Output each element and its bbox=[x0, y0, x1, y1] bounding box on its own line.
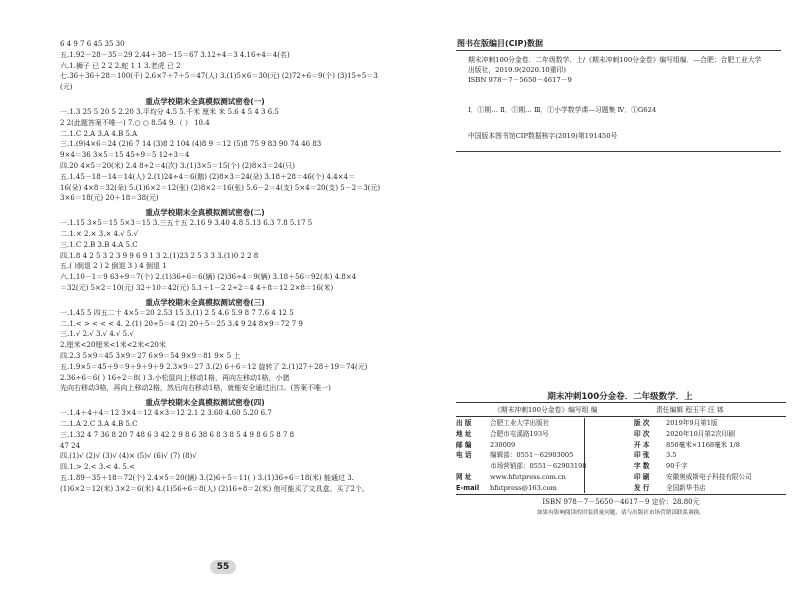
imprint-label: 版 次 bbox=[634, 419, 650, 427]
answer-line: 三.1.C 2.B 3.B 4.A 5.C bbox=[60, 240, 138, 249]
answer-line: 五.1.89－35＋18＝72(个) 2.4×5＝20(辆) 3.(2)6＋5＝11( ) 3.(1)36÷6＝18(米) 能通过 3. bbox=[60, 474, 354, 482]
imprint-label: 出 版 bbox=[456, 419, 472, 427]
answer-line: 二.1.A 2.C 3.A 4.B 5.C bbox=[60, 420, 138, 428]
answer-line: 2.36÷6＝6( ) 16÷2＝8( ) 3.小松鼠向上移动1格，再向左移动1格，小猪 bbox=[60, 373, 290, 382]
imprint-row bbox=[456, 483, 786, 494]
cip-record-number: 中国版本图书馆CIP数据核字(2019)第191450号 bbox=[468, 132, 618, 140]
answer-line: 四.2.3 5×9＝45 3×9＝27 6×9＝54 9×9＝81 9× 5 上 bbox=[60, 352, 241, 360]
answer-line: 二.1.C 2.A 3.A 4.B 5.A bbox=[60, 129, 138, 138]
imprint-rule bbox=[456, 494, 786, 495]
imprint-value: 3.5 bbox=[666, 451, 677, 460]
answer-line: 四.20 4×5＝20(米) 2.4 8÷2＝4(次) 3.(1)3×5＝15(个) (2)8×3＝24(只) bbox=[60, 162, 296, 170]
answer-line: 四.(1)√ (2)√ (3)√ (4)× (5)√ (6)√ (7) (8)√ bbox=[60, 452, 197, 461]
imprint-label: 电 话 bbox=[456, 451, 472, 460]
answer-line: 四.1.> 2.< 3.< 4. 5.< bbox=[60, 463, 135, 472]
imprint-label: 印 次 bbox=[634, 429, 650, 438]
imprint-value: 90千字 bbox=[666, 462, 688, 471]
imprint-rule bbox=[456, 402, 786, 403]
answer-line: 一.1.15 3×5＝15 5×3＝15 3.三五十五 2.16 9 3.40 4.8 5.13 6.3 7.8 5.17 5 bbox=[60, 219, 313, 228]
imprint-value: 合肥工业大学出版社 bbox=[490, 419, 550, 427]
answer-line: (元) bbox=[60, 83, 73, 92]
imprint-value: 2019年9月第1版 bbox=[666, 419, 718, 427]
answer-line: 五.( )倒退 2 ) 2 倒退 3 ) 4 倒退 1 bbox=[60, 262, 167, 271]
answer-line: 六.1.狮子 已 2 2 2.蛇 1 1 3.老虎 已 2 bbox=[60, 61, 181, 70]
imprint-editor: 《期末冲刺100分金卷》编写组 编 bbox=[494, 406, 598, 414]
answer-line: 2.厘米<20厘米<1米<2米<20米 bbox=[60, 341, 166, 350]
isbn-price-line: ISBN 978－7－5650－4617－9 定价：28.80元 bbox=[542, 498, 700, 506]
section-heading: 重点学校期末全真模拟测试密卷(一) bbox=[145, 97, 265, 106]
imprint-rule bbox=[456, 416, 786, 417]
answer-line: 9×4＝36 3×5＝15 45÷9＝5 12÷3＝4 bbox=[60, 151, 190, 160]
answer-line: 七.36＋36＋28＝100(千) 2.6×7＋7＋5＝47(人) 3.(1)5×6＝30(元) (2)72÷6＝9(个) (3)15÷5＝3 bbox=[60, 72, 378, 81]
imprint-label: 地 址 bbox=[456, 429, 472, 438]
section-heading: 重点学校期末全真模拟测试密卷(三) bbox=[145, 297, 265, 307]
cip-line: 出版社，2019.9(2020.10重印) bbox=[468, 66, 566, 74]
answer-line: 五.1.9×5＝45＋9＝9＋9＋9＋9 2.3×9＝27 3.(2) 6＋6＝12 旋转了 2.(1)27＋28＋19＝74(元) bbox=[60, 362, 368, 371]
quality-note: 如果有影响阅读的印装质量问题，请与出版社市场营销部联系调换。 bbox=[537, 510, 705, 516]
imprint-row bbox=[456, 440, 786, 451]
imprint-value: 安徽奥威斯电子科技有限公司 bbox=[666, 473, 752, 481]
imprint-value: www.hfutpress.com.cn bbox=[490, 473, 566, 481]
answer-line: 二.1.< > < < < 4. 2.(1) 20÷5＝4 (2) 20＋5＝25 3.4 9 24 8×9＝72 7 9 bbox=[60, 319, 303, 328]
right-page bbox=[410, 0, 800, 589]
answer-line: 3×6＝18(元) 20＋18＝38(元) bbox=[60, 194, 159, 203]
answer-line: 三.1.(9)4×6＝24 (2)6 7 14 (3)8 2 104 (4)8 9 ＝12 (5)8 75 9 83 90 74 46 83 bbox=[60, 140, 322, 149]
answer-line: 五.1.45－18－14＝14(人) 2.(1)24÷4＝6(鹅) (2)8×3＝24(朵) 3.18＋28＝46(个) 4.4×4＝ bbox=[60, 172, 356, 181]
cip-line: 期末冲刺100分金卷．二年级数学．上/《期末冲刺100分金卷》编写组编．—合肥：合肥工业大学 bbox=[468, 56, 762, 64]
answer-line: 16(朵) 4×8＝32(朵) 5.(1)6×2＝12(张) (2)8×2＝16(张) 5.6－2＝4(支) 5×4＝20(支) 5－2＝3(元) bbox=[60, 183, 381, 192]
imprint-label: 印 张 bbox=[634, 451, 650, 460]
imprint-value: 全国新华书店 bbox=[666, 483, 706, 492]
imprint-label: E-mail bbox=[456, 483, 480, 492]
answer-line: 2 2(此题答案不唯一) 7.○ ○ 8.54 9.（ ） 10.4 bbox=[60, 118, 210, 127]
imprint-row bbox=[456, 418, 786, 429]
imprint-title: 期末冲刺100分金卷．二年级数学．上 bbox=[547, 392, 693, 402]
imprint-label: 印 刷 bbox=[634, 473, 650, 481]
page-number: 55 bbox=[210, 560, 236, 574]
imprint-value: 2020年10月第2次印刷 bbox=[666, 429, 735, 438]
answer-line: 一.1.4＋4＋4＝12 3×4＝12 4×3＝12 2.1 2 3.60 4.60 5.20 6.7 bbox=[60, 409, 272, 418]
imprint-row bbox=[456, 461, 786, 472]
cip-line: ISBN 978－7－5650－4617－9 bbox=[468, 76, 572, 84]
imprint-row bbox=[456, 472, 786, 483]
imprint-value: hfutpress@163.com bbox=[490, 483, 557, 492]
answer-line: ＝32(元) 5×2＝10(元) 32＋10＝42(元) 5.1＋1－2 2÷2＝4 4＋8＝12 2×8＝16(米) bbox=[60, 284, 334, 292]
answer-line: 四.1.8 4 2 5 3 2 3 9 9 6 9 1 3 2.(1)23 2 5 3 3 3.(1)0 2 2 8 bbox=[60, 251, 259, 260]
imprint-value: 市场营销部：0551－62903198 bbox=[490, 462, 587, 471]
answer-line: 六.1.10－1＝9 63÷9＝7(个) 2.(1)36÷6＝6(辆) (2)36÷4＝9(辆) 3.18＋56＝92(本) 4.8×4 bbox=[60, 273, 357, 282]
section-heading: 重点学校期末全真模拟测试密卷(二) bbox=[145, 208, 265, 218]
answer-line: 一.1.45 5 四五二十 4×5＝20 2.53 15 3.(1) 2 5 4.6 5.9 8 7 7.6 4 12 5 bbox=[60, 308, 294, 317]
imprint-value: 850毫米×1168毫米 1/8 bbox=[666, 440, 740, 449]
imprint-value: 编辑部：0551－62903005 bbox=[490, 451, 574, 460]
answer-line: 三.1.32 4 7 36 8 20 7 48 6 3 42 2 9 8 6 38 6 8 3 8 5 4 9 8 6 5 8 7 8 bbox=[60, 430, 295, 439]
imprint-label: 发 行 bbox=[634, 483, 650, 492]
imprint-label: 开 本 bbox=[634, 440, 650, 449]
cip-title: 图书在版编目(CIP)数据 bbox=[457, 39, 544, 48]
cip-line: Ⅰ．①期… Ⅱ．①期… Ⅲ．①小学数学课—习题集 Ⅳ．①G624 bbox=[468, 106, 657, 114]
imprint-row bbox=[456, 450, 786, 461]
answer-line: 三.1.√ 2.√ 3.√ 4.√ 5.√ bbox=[60, 330, 134, 339]
answer-line: 五.1.92－28－35＝29 2.44＋38－15＝67 3.12÷4＝3 4.16÷4＝4(名) bbox=[60, 50, 290, 59]
answer-line: 先向右移动3格，再向上移动2格，然后向右移动1格，就能安全通过出口。(答案不唯一) bbox=[60, 384, 331, 393]
imprint-row bbox=[456, 429, 786, 440]
section-heading: 重点学校期末全真模拟测试密卷(四) bbox=[145, 398, 265, 408]
imprint-value: 230009 bbox=[490, 440, 516, 449]
imprint-divider bbox=[584, 418, 585, 493]
answer-line: 6 4 9 7 6 45 35 30 bbox=[60, 40, 125, 48]
imprint-label: 字 数 bbox=[634, 462, 650, 471]
imprint-value: 合肥市屯溪路193号 bbox=[490, 429, 549, 438]
answer-line: 二.1.× 2.× 3.× 4.√ 5.√ bbox=[60, 230, 139, 238]
imprint-label: 网 址 bbox=[456, 473, 472, 481]
imprint-responsible-editor: 责任编辑 程玉平 汪 钵 bbox=[656, 406, 724, 414]
imprint-label: 邮 编 bbox=[456, 440, 472, 449]
answer-line: 47 24 bbox=[60, 441, 81, 450]
answer-line: 一.1.3 25 5 20 5 2.20 3.平均分 4.5 5.千米 厘米 米 5.6 4 5 4 3 6.5 bbox=[60, 108, 279, 116]
answer-line: (1)6×2＝12(米) 3×2＝6(米) 4.(1)56÷6＝8(人) (2)16÷8＝2(米) 他可能买了文具盒、买了2个。 bbox=[60, 484, 369, 493]
